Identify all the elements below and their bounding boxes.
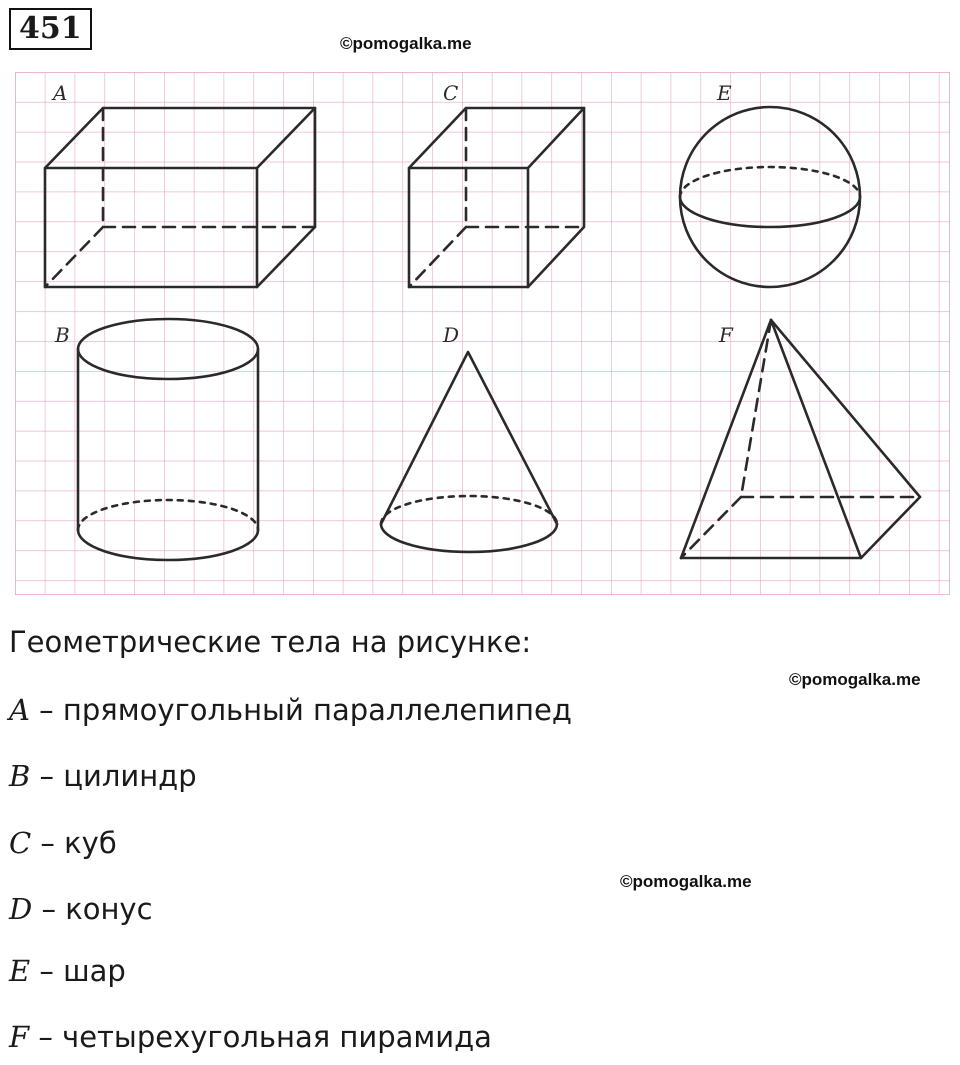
answer-text: – шар: [39, 954, 126, 988]
problem-number: 451: [9, 8, 92, 50]
label-c: C: [443, 81, 459, 105]
answer-item: [9, 759, 197, 793]
answer-item: [9, 826, 117, 860]
answer-text: – четырехугольная пирамида: [38, 1020, 492, 1054]
answer-letter: E: [9, 954, 31, 988]
watermark: ©pomogalka.me: [340, 34, 472, 53]
answer-letter: A: [9, 693, 30, 727]
label-d: D: [443, 323, 460, 347]
answer-letter: C: [9, 826, 32, 860]
geometry-figure: [15, 72, 950, 595]
answer-letter: B: [9, 759, 31, 793]
label-a: A: [53, 81, 68, 105]
answer-text: – прямоугольный параллелепипед: [39, 693, 572, 727]
grid-background: [15, 72, 950, 595]
intro-text: Геометрические тела на рисунке:: [9, 625, 532, 659]
answer-item: [9, 954, 126, 988]
answer-item: [9, 693, 572, 727]
answer-text: – конус: [41, 892, 153, 926]
label-b: B: [55, 323, 70, 347]
answer-text: – цилиндр: [39, 759, 197, 793]
answer-item: [9, 892, 153, 926]
answer-letter: D: [9, 892, 33, 926]
watermark: ©pomogalka.me: [789, 670, 921, 689]
answer-text: – куб: [40, 826, 117, 860]
label-f: F: [719, 323, 733, 347]
answer-letter: F: [9, 1020, 30, 1054]
answer-item: [9, 1020, 492, 1054]
watermark: ©pomogalka.me: [620, 872, 752, 891]
label-e: E: [717, 81, 732, 105]
